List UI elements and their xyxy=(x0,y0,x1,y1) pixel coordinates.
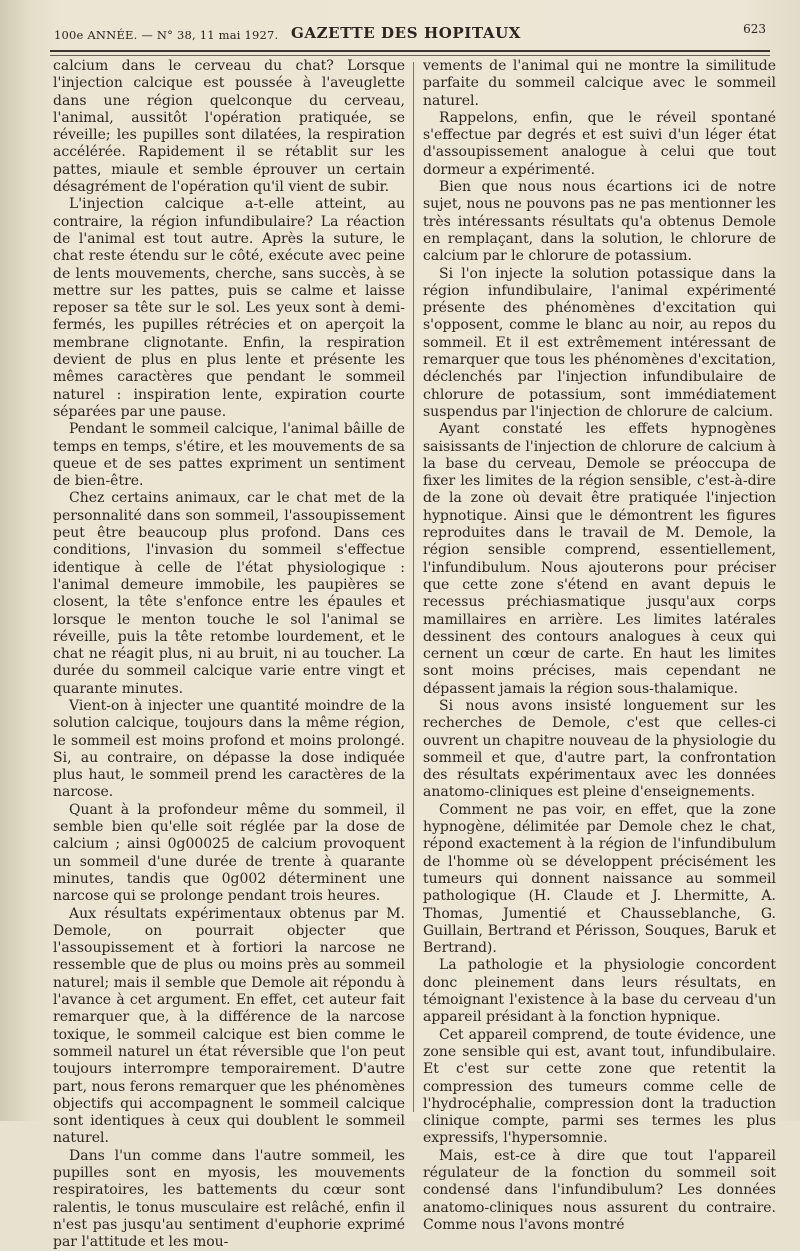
header-rule-thin xyxy=(50,55,770,56)
paragraph: vements de l'animal qui ne montre la similitude parfaite du sommeil calcique avec le sommeil naturel. xyxy=(423,58,776,109)
header-rule xyxy=(50,50,770,52)
paragraph: La pathologie et la physiologie concordent donc pleinement dans leurs résultats, en témoignant l'existence à la base du cerveau d'un appareil présidant à la fonction hypnique. xyxy=(423,957,776,1026)
journal-title: GAZETTE DES HOPITAUX xyxy=(290,24,521,42)
right-column xyxy=(423,58,776,1234)
paragraph: Si nous avons insisté longuement sur les recherches de Demole, c'est que celles-ci ouvrent un chapitre nouveau de la physiologie du sommeil et que, d'autre part, la confrontation des résultats expérimentaux avec les données anatomo-cliniques est pleine d'enseignements. xyxy=(423,697,776,801)
page-number: 623 xyxy=(743,22,766,36)
paragraph: Rappelons, enfin, que le réveil spontané s'effectue par degrés et est suivi d'un léger état d'assoupissement analogue à celui que tout dormeur a expérimenté. xyxy=(423,109,776,178)
paragraph: Aux résultats expérimentaux obtenus par M. Demole, on pourrait objecter que l'assoupissement et à fortiori la narcose ne ressemble que de plus ou moins près au sommeil naturel; mais il semble que Demole ait répondu à l'avance à cet argument. En effet, cet auteur fait remarquer que, à la différence de la narcose toxique, le sommeil calcique est bien comme le sommeil naturel un état réversible que l'on peut toujours interrompre temporairement. D'autre part, nous ferons remarquer que les phénomènes objectifs qui accompagnent le sommeil calcique sont identiques à ceux qui doublent le sommeil naturel. xyxy=(53,905,405,1147)
paragraph: Comment ne pas voir, en effet, que la zone hypnogène, délimitée par Demole chez le chat, répond exactement à la région de l'infundibulum de l'homme où se développent précisément les tumeurs qui donnent naissance au sommeil pathologique (H. Claude et J. Lhermitte, A. Thomas, Jumentié et Chausseblanche, G. Guillain, Bertrand et Périsson, Souques, Baruk et Bertrand). xyxy=(423,801,776,957)
paragraph: Pendant le sommeil calcique, l'animal bâille de temps en temps, s'étire, et les mouvements de sa queue et de ses pattes expriment un sentiment de bien-être. xyxy=(53,421,405,490)
paragraph: Ayant constaté les effets hypnogènes saisissants de l'injection de chlorure de calcium à la base du cerveau, Demole se préoccupa de fixer les limites de la région sensible, c'est-à-dire de la zone où devait être pratiquée l'injection hypnotique. Ainsi que le démontrent les figures reproduites dans le travail de M. Demole, la région sensible comprend, essentiellement, l'infundibulum. Nous ajouterons pour préciser que cette zone s'étend en avant depuis le recessus préchiasmatique jusqu'aux corps mamillaires en arrière. Les limites latérales dessinent des contours analogues à ceux qui cernent un cœur de carte. En haut les limites sont moins précises, mais cependant ne dépassent jamais la région sous-thalamique. xyxy=(423,421,777,697)
paragraph: Vient-on à injecter une quantité moindre de la solution calcique, toujours dans la même région, le sommeil est moins profond et moins prolongé. Si, au contraire, on dépasse la dose indiquée plus haut, le sommeil prend les caractères de la narcose. xyxy=(53,697,405,801)
paragraph: L'injection calcique a-t-elle atteint, au contraire, la région infundibulaire? La réaction de l'animal est tout autre. Après la suture, le chat reste étendu sur le côté, exécute avec peine de lents mouvements, cherche, sans succès, à se mettre sur les pattes, puis se calme et laisse reposer sa tête sur le sol. Les yeux sont à demi-fermés, les pupilles rétrécies et on aperçoit la membrane clignotante. Enfin, la respiration devient de plus en plus lente et présente les mêmes caractères que pendant le sommeil naturel : inspiration lente, expiration courte séparées par une pause. xyxy=(53,196,405,420)
column-divider xyxy=(413,62,414,1112)
paragraph: Cet appareil comprend, de toute évidence, une zone sensible qui est, avant tout, infundibulaire. Et c'est sur cette zone que retentit la compression des tumeurs comme celle de l'hydrocéphalie, compression dont la traduction clinique compte, parmi ses termes les plus expressifs, l'hypersomnie. xyxy=(423,1026,776,1147)
paragraph: Bien que nous nous écartions ici de notre sujet, nous ne pouvons pas ne pas mentionner les très intéressants résultats qu'a obtenus Demole en remplaçant, dans la solution, le chlorure de calcium par le chlorure de potassium. xyxy=(423,179,776,265)
paragraph: Dans l'un comme dans l'autre sommeil, les pupilles sont en myosis, les mouvements respiratoires, les battements du cœur sont ralentis, le tonus musculaire est relâché, enfin il n'est pas jusqu'au sentiment d'euphorie exprimé par l'attitude et les mou- xyxy=(53,1147,405,1251)
paragraph: calcium dans le cerveau du chat? Lorsque l'injection calcique est poussée à l'aveuglette dans une région quelconque du cerveau, l'animal, aussitôt l'opération pratiquée, se réveille; les pupilles sont dilatées, la respiration accélérée. Rapidement il se rétablit sur les pattes, miaule et semble éprouver un certain désagrément de l'opération qu'il vient de subir. xyxy=(53,58,405,196)
paragraph: Quant à la profondeur même du sommeil, il semble bien qu'elle soit réglée par la dose de calcium ; ainsi 0g00025 de calcium provoquent un sommeil d'une durée de trente à quarante minutes, tandis que 0g002 déterminent une narcose qui se prolonge pendant trois heures. xyxy=(53,801,405,905)
issue-info: 100e ANNÉE. — N° 38, 11 mai 1927. xyxy=(54,28,279,42)
paragraph: Chez certains animaux, car le chat met de la personnalité dans son sommeil, l'assoupissement peut être beaucoup plus profond. Dans ces conditions, l'invasion du sommeil s'effectue identique à celle de l'état physiologique : l'animal demeure immobile, les paupières se closent, la tête s'enfonce entre les épaules et lorsque le menton touche le sol l'animal se réveille, puis la tête retombe lourdement, et le chat ne réagit plus, ni au bruit, ni au toucher. La durée du sommeil calcique varie entre vingt et quarante minutes. xyxy=(53,490,405,697)
left-column xyxy=(53,58,405,1251)
page-header xyxy=(40,8,772,52)
paragraph: Si l'on injecte la solution potassique dans la région infundibulaire, l'animal expérimenté présente des phénomènes d'excitation qui s'opposent, comme le blanc au noir, au repos du sommeil. Et il est extrêmement intéressant de remarquer que tous les phénomènes d'excitation, déclenchés par l'injection infundibulaire de chlorure de potassium, sont immédiatement suspendus par l'injection de chlorure de calcium. xyxy=(423,265,776,420)
paragraph: Mais, est-ce à dire que tout l'appareil régulateur de la fonction du sommeil soit condensé dans l'infundibulum? Les données anatomo-cliniques nous assurent du contraire. Comme nous l'avons montré xyxy=(423,1147,776,1233)
